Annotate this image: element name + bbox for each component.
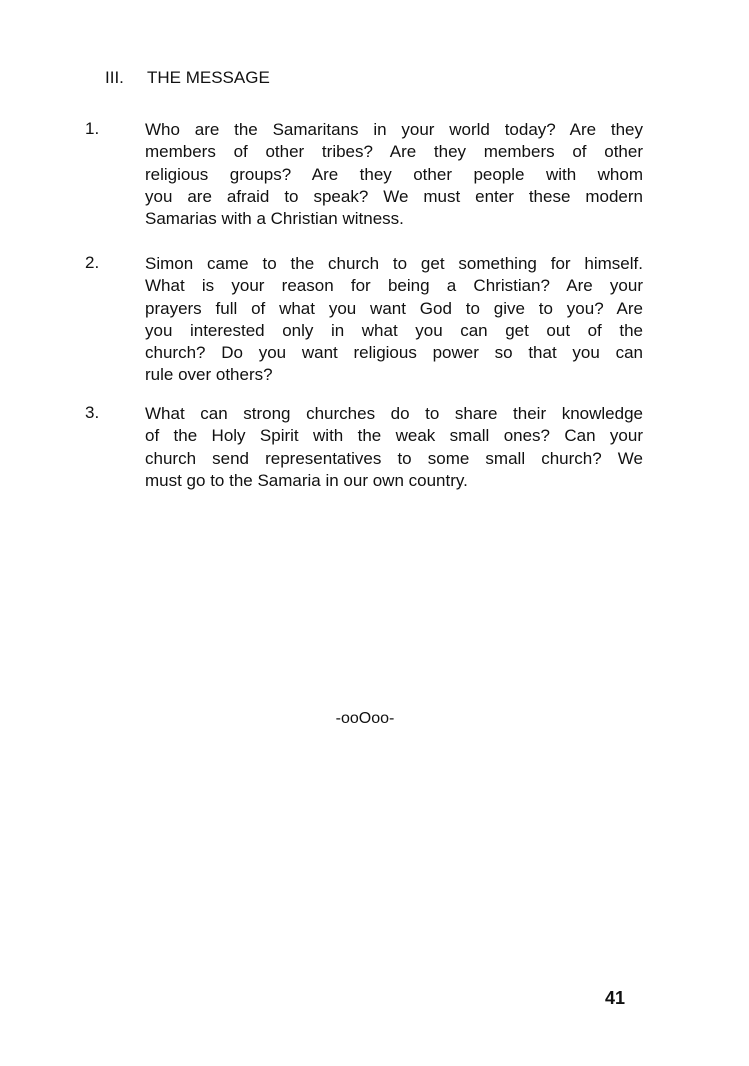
text-line: Simon came to the church to get something for himself. [145, 254, 643, 273]
section-title: THE MESSAGE [147, 68, 270, 87]
text-line: of the Holy Spirit with the weak small ones? Can your [145, 426, 643, 446]
page-number: 41 [605, 988, 626, 1008]
text-line: Who are the Samaritans in your world today? Are they [145, 120, 643, 139]
text-line: members of other tribes? Are they members of other [145, 142, 643, 162]
text-line: church? Do you want religious power so that you can [145, 343, 643, 363]
text-line: you are afraid to speak? We must enter these modern [145, 186, 643, 206]
text-line: church send representatives to some small church? We [145, 448, 643, 468]
item-text [145, 253, 643, 387]
section-heading [105, 68, 270, 88]
text-line: What is your reason for being a Christian? Are your [145, 276, 643, 296]
text-line: religious groups? Are they other people with whom [145, 164, 643, 184]
text-line: What can strong churches do to share their knowledge [145, 404, 643, 423]
text-line: prayers full of what you want God to give to you? Are [145, 298, 643, 318]
text-line: you interested only in what you can get out of the [145, 320, 643, 340]
item-text [145, 403, 643, 492]
item-number: 3. [85, 403, 100, 422]
item-number: 2. [85, 253, 100, 272]
text-line: rule over others? [145, 365, 273, 385]
text-line: Samarias with a Christian witness. [145, 209, 404, 229]
section-number: III. [105, 68, 124, 87]
item-text [145, 119, 643, 230]
text-line: must go to the Samaria in our own country. [145, 470, 468, 490]
item-number: 1. [85, 119, 100, 138]
section-end-ornament: -ooOoo- [335, 710, 395, 727]
